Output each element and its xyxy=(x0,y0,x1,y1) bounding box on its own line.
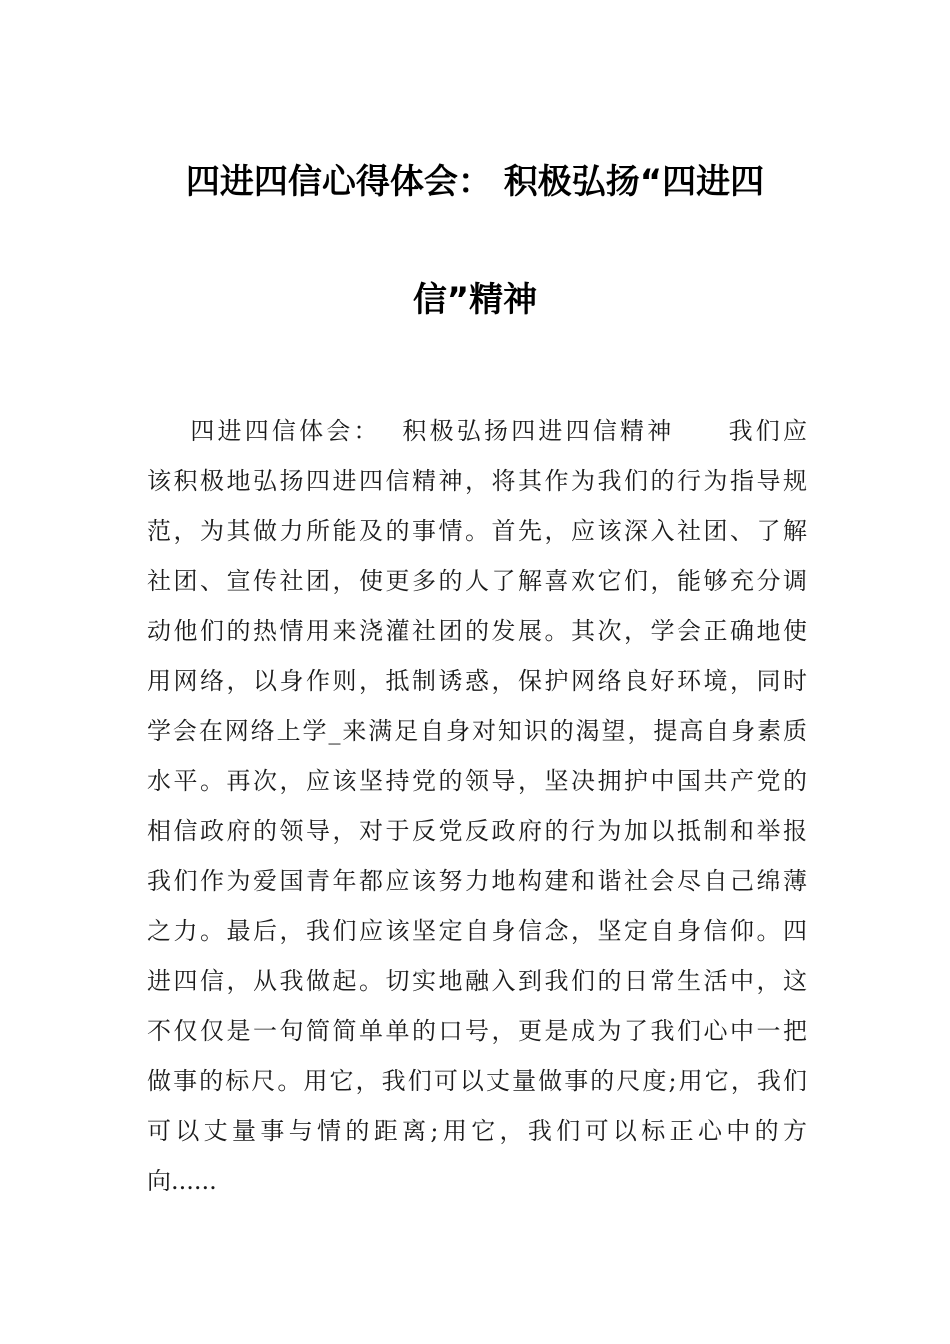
body-line: 做事的标尺。用它，我们可以丈量做事的尺度;用它，我们 xyxy=(147,1067,807,1095)
document-title-line-1: 四进四信心得体会： 积极弘扬“四进四 xyxy=(185,162,765,202)
body-line: 向...... xyxy=(147,1167,217,1195)
body-line: 范，为其做力所能及的事情。首先，应该深入社团、了解 xyxy=(147,517,807,545)
body-line: 学会在网络上学_来满足自身对知识的渴望，提高自身素质 xyxy=(147,717,807,745)
body-line: 相信政府的领导，对于反党反政府的行为加以抵制和举报 xyxy=(147,817,807,845)
body-line: 水平。再次，应该坚持党的领导，坚决拥护中国共产党的 xyxy=(147,767,807,795)
body-line: 之力。最后，我们应该坚定自身信念，坚定自身信仰。四 xyxy=(147,917,807,945)
body-line: 社团、宣传社团，使更多的人了解喜欢它们，能够充分调 xyxy=(147,567,807,595)
body-line: 我们作为爱国青年都应该努力地构建和谐社会尽自己绵薄 xyxy=(147,867,807,895)
body-line: 动他们的热情用来浇灌社团的发展。其次，学会正确地使 xyxy=(147,617,807,645)
body-line: 进四信，从我做起。切实地融入到我们的日常生活中，这 xyxy=(147,967,807,995)
body-line: 可以丈量事与情的距离;用它，我们可以标正心中的方 xyxy=(147,1117,807,1145)
body-line: 不仅仅是一句简简单单的口号，更是成为了我们心中一把 xyxy=(147,1017,807,1045)
body-line: 用网络，以身作则，抵制诱惑，保护网络良好环境，同时 xyxy=(147,667,807,695)
document-body xyxy=(147,412,807,1212)
body-line: 该积极地弘扬四进四信精神，将其作为我们的行为指导规 xyxy=(147,467,807,495)
body-line: 四进四信体会： 积极弘扬四进四信精神 我们应 xyxy=(147,417,807,445)
document-title-line-2: 信”精神 xyxy=(412,280,538,320)
